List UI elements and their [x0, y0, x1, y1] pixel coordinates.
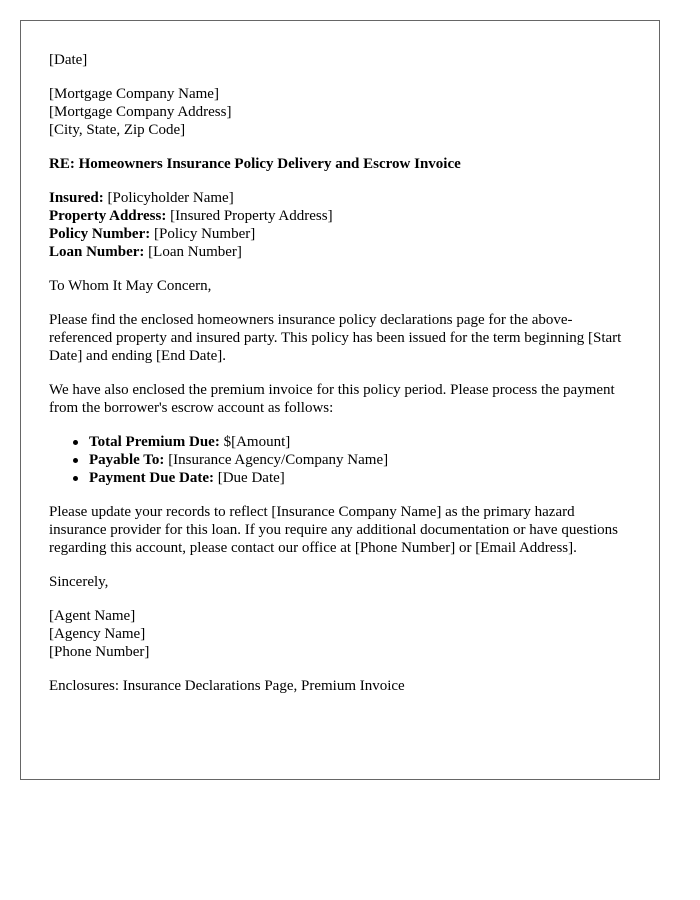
body-paragraph-update-records: Please update your records to reflect [Insurance Company Name] as the primary hazard insurance provider for this loan. If you require any additional documentation or have questions regarding this account, please contact our office at [Phone Number] or [Email Address].	[49, 504, 619, 556]
signature-block	[49, 607, 631, 661]
detail-value: [Policy Number]	[150, 226, 256, 242]
payment-details-list	[49, 433, 631, 487]
detail-value: [Loan Number]	[144, 244, 242, 260]
letter-page	[20, 20, 660, 780]
signature-agent-name: [Agent Name]	[49, 608, 136, 624]
detail-label: Property Address:	[49, 208, 167, 224]
detail-property-address	[49, 207, 631, 225]
body-paragraph-enclosed-policy: Please find the enclosed homeowners insurance policy declarations page for the above-referenced property and insured party. This policy has been issued for the term beginning [Start Date] and ending [End Date].	[49, 312, 622, 364]
bullet-icon	[73, 440, 78, 445]
recipient-address: [Mortgage Company Address]	[49, 104, 232, 120]
payment-label: Payable To:	[89, 452, 165, 468]
subject-line: RE: Homeowners Insurance Policy Delivery and Escrow Invoice	[49, 156, 461, 172]
signature-phone: [Phone Number]	[49, 644, 150, 660]
detail-label: Loan Number:	[49, 244, 145, 260]
detail-label: Insured:	[49, 190, 104, 206]
detail-label: Policy Number:	[49, 226, 151, 242]
recipient-address-block	[49, 85, 631, 139]
payment-value: $[Amount]	[219, 434, 291, 450]
list-item-total-premium	[89, 433, 631, 451]
detail-loan-number	[49, 243, 631, 261]
detail-insured	[49, 189, 631, 207]
bullet-icon	[73, 458, 78, 463]
detail-value: [Insured Property Address]	[166, 208, 333, 224]
recipient-name: [Mortgage Company Name]	[49, 86, 219, 102]
payment-label: Total Premium Due:	[89, 434, 220, 450]
letter-date	[49, 51, 631, 69]
payment-value: [Due Date]	[213, 470, 285, 486]
closing: Sincerely,	[49, 574, 109, 590]
bullet-icon	[73, 476, 78, 481]
detail-value: [Policyholder Name]	[103, 190, 234, 206]
payment-value: [Insurance Agency/Company Name]	[164, 452, 389, 468]
list-item-payable-to	[89, 451, 631, 469]
payment-label: Payment Due Date:	[89, 470, 214, 486]
policy-details-block	[49, 189, 631, 261]
recipient-city-state-zip: [City, State, Zip Code]	[49, 122, 186, 138]
body-paragraph-premium-invoice: We have also enclosed the premium invoice for this policy period. Please process the payment from the borrower's escrow account as follows:	[49, 382, 615, 416]
list-item-payment-due-date	[89, 469, 631, 487]
date-text: [Date]	[49, 52, 88, 68]
detail-policy-number	[49, 225, 631, 243]
enclosures-line: Enclosures: Insurance Declarations Page, Premium Invoice	[49, 678, 405, 694]
signature-agency-name: [Agency Name]	[49, 626, 146, 642]
salutation: To Whom It May Concern,	[49, 278, 212, 294]
